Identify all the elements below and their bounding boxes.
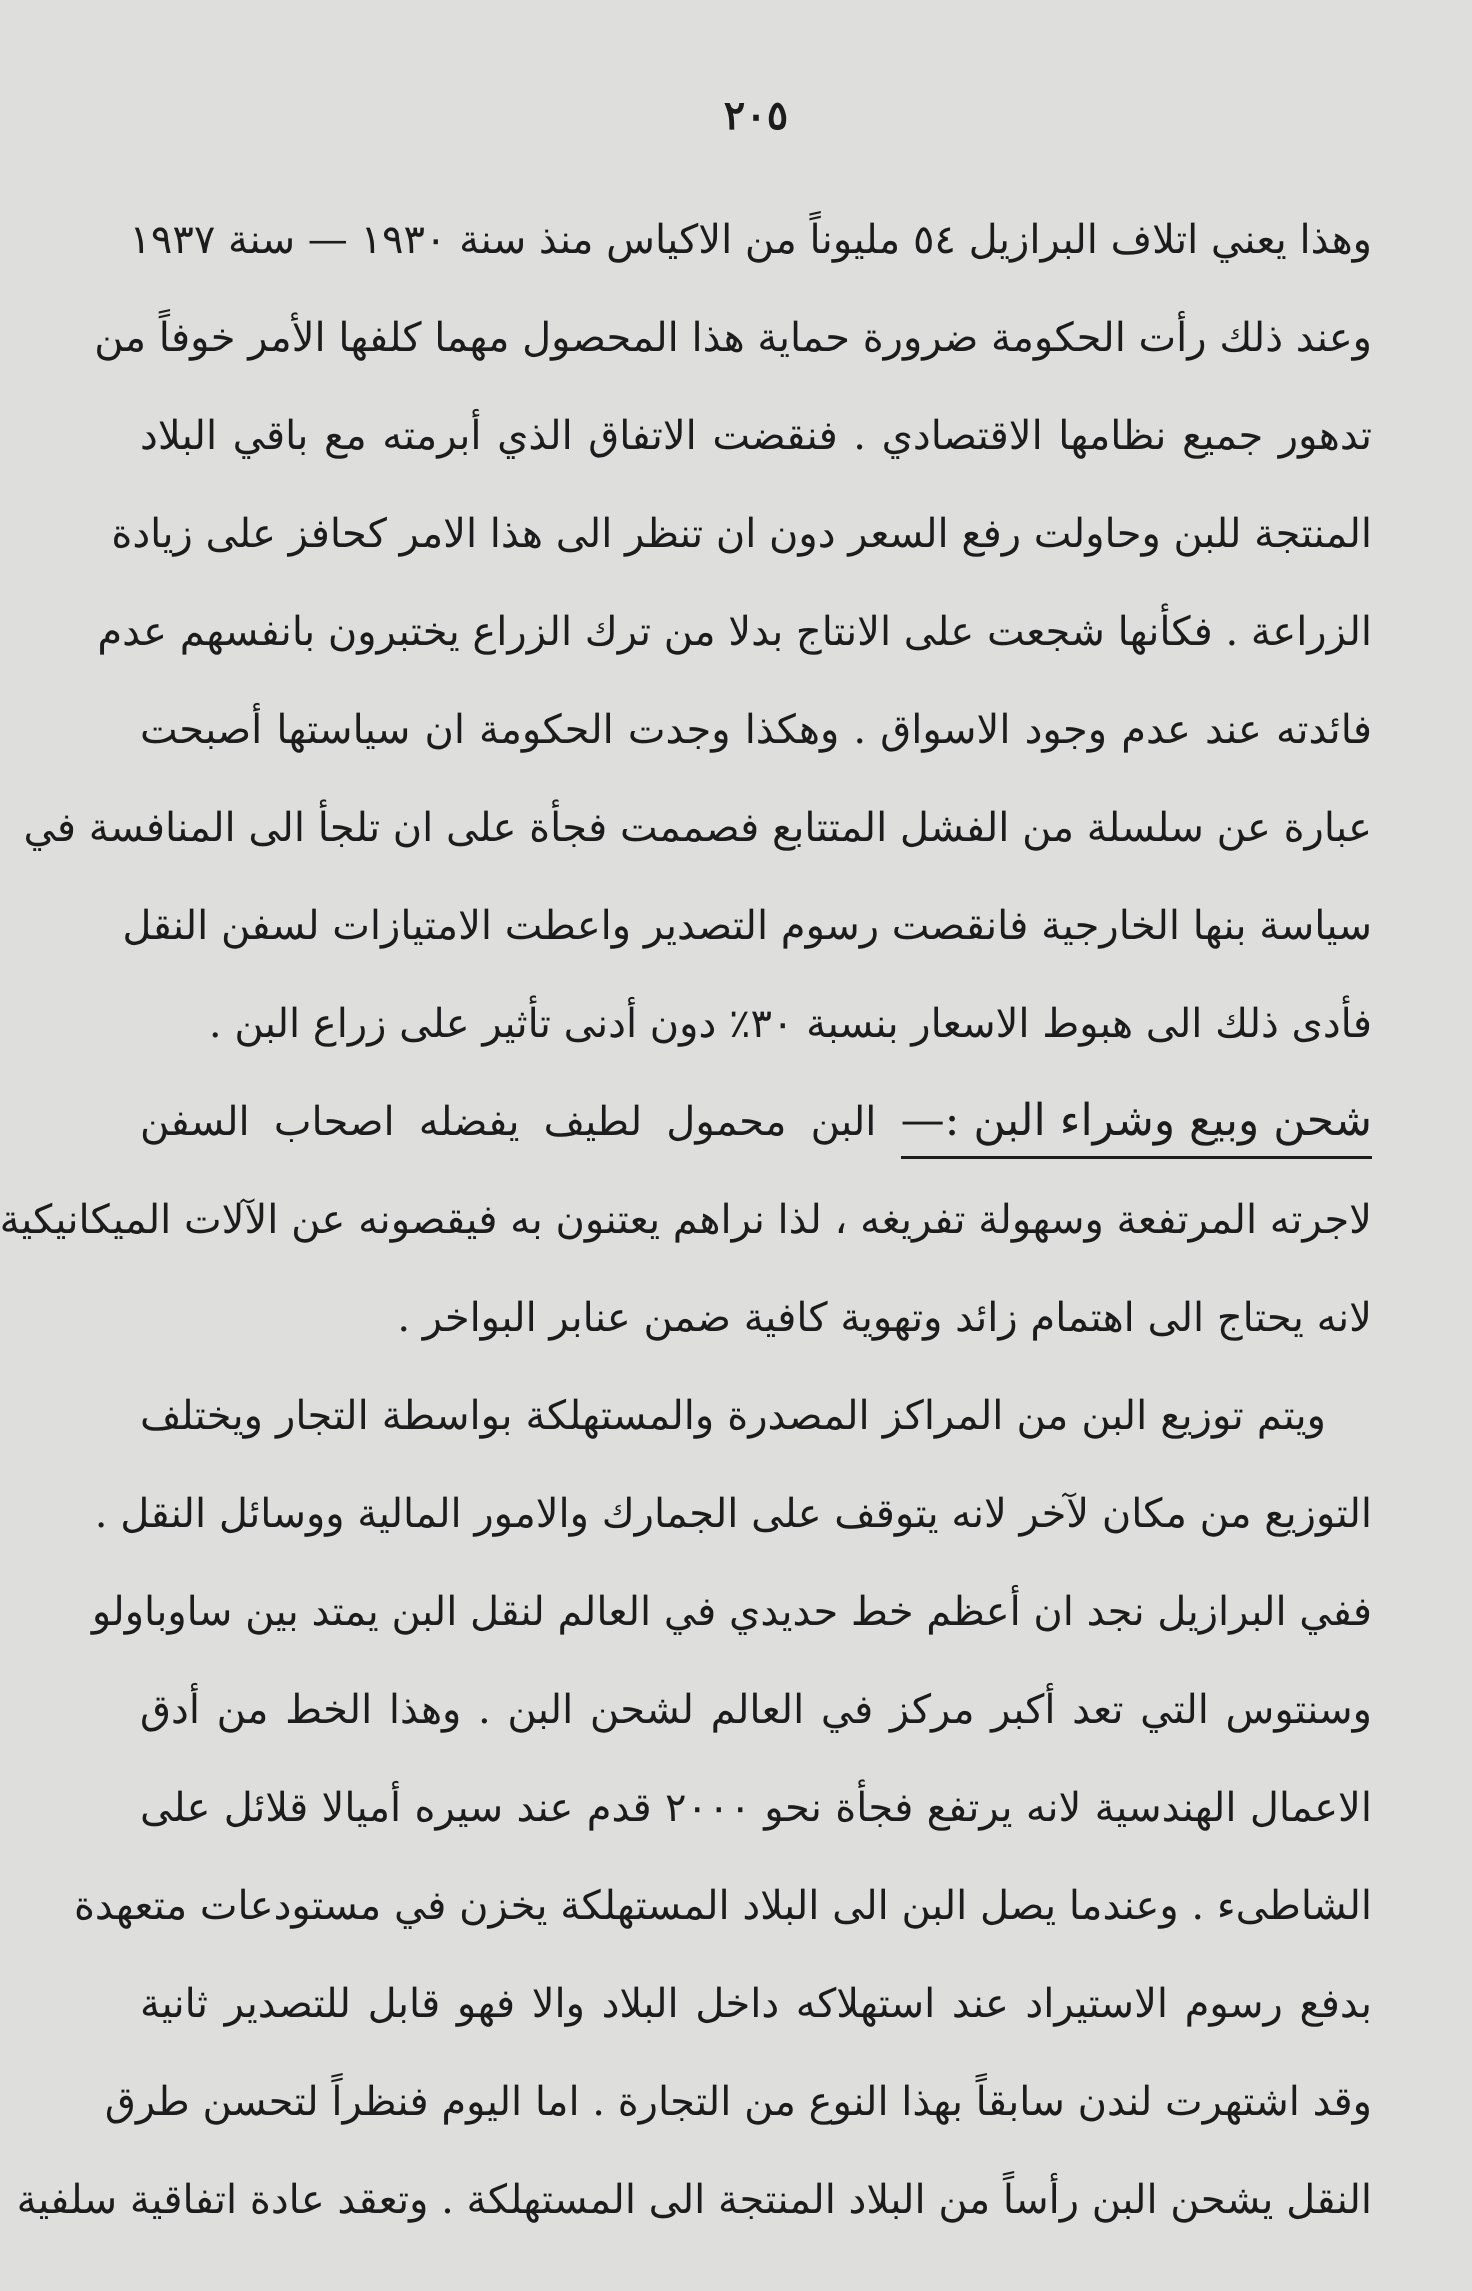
text-line: تدهور جميع نظامها الاقتصادي . فنقضت الاتفاق الذي أبرمته مع باقي البلاد: [140, 413, 1372, 459]
text-line: سياسة بنها الخارجية فانقصت رسوم التصدير واعطت الامتيازات لسفن النقل: [122, 903, 1372, 949]
text-line: وقد اشتهرت لندن سابقاً بهذا النوع من التجارة . اما اليوم فنظراً لتحسن طرق: [104, 2079, 1372, 2125]
text-line: عبارة عن سلسلة من الفشل المتتابع فصممت فجأة على ان تلجأ الى المنافسة في: [23, 805, 1372, 851]
text-line: وهذا يعني اتلاف البرازيل ٥٤ مليوناً من الاكياس منذ سنة ١٩٣٠ — سنة ١٩٣٧: [129, 217, 1372, 263]
text-line: الاعمال الهندسية لانه يرتفع فجأة نحو ٢٠٠٠ قدم عند سيره أميالا قلائل على: [140, 1785, 1372, 1831]
page-number: ٢٠٥: [723, 92, 789, 139]
text-line: الزراعة . فكأنها شجعت على الانتاج بدلا من ترك الزراع يختبرون بانفسهم عدم: [97, 609, 1372, 655]
text-line: بدفع رسوم الاستيراد عند استهلاكه داخل البلاد والا فهو قابل للتصدير ثانية: [140, 1981, 1372, 2027]
text-line: ففي البرازيل نجد ان أعظم خط حديدي في العالم لنقل البن يمتد بين ساوباولو: [91, 1589, 1372, 1635]
text-line: التوزيع من مكان لآخر لانه يتوقف على الجمارك والامور المالية ووسائل النقل .: [94, 1491, 1372, 1537]
section-heading-line: [140, 1087, 1372, 1185]
text-line: المنتجة للبن وحاولت رفع السعر دون ان تنظر الى هذا الامر كحافز على زيادة: [111, 511, 1372, 557]
text-line: الشاطىء . وعندما يصل البن الى البلاد المستهلكة يخزن في مستودعات متعهدة: [73, 1883, 1372, 1929]
text-line: النقل يشحن البن رأساً من البلاد المنتجة الى المستهلكة . وتعقد عادة اتفاقية سلفية: [16, 2177, 1372, 2223]
text-line: لاجرته المرتفعة وسهولة تفريغه ، لذا نراهم يعتنون به فيقصونه عن الآلات الميكانيكية: [0, 1197, 1372, 1243]
paragraph-first-line: ويتم توزيع البن من المراكز المصدرة والمستهلكة بواسطة التجار ويختلف: [140, 1393, 1326, 1439]
heading-continuation: البن محمول لطيف يفضله اصحاب السفن: [140, 1099, 877, 1145]
text-line: فائدته عند عدم وجود الاسواق . وهكذا وجدت الحكومة ان سياستها أصبحت: [140, 707, 1372, 753]
body-text: [0, 205, 1372, 2263]
text-line: فأدى ذلك الى هبوط الاسعار بنسبة ٣٠٪ دون أدنى تأثير على زراع البن .: [208, 1001, 1372, 1047]
text-line: وعند ذلك رأت الحكومة ضرورة حماية هذا المحصول مهما كلفها الأمر خوفاً من: [94, 315, 1372, 361]
text-line: وسنتوس التي تعد أكبر مركز في العالم لشحن البن . وهذا الخط من أدق: [140, 1687, 1372, 1733]
text-line: لانه يحتاج الى اهتمام زائد وتهوية كافية ضمن عنابر البواخر .: [397, 1295, 1372, 1341]
section-heading: شحن وبيع وشراء البن :—: [901, 1090, 1372, 1159]
